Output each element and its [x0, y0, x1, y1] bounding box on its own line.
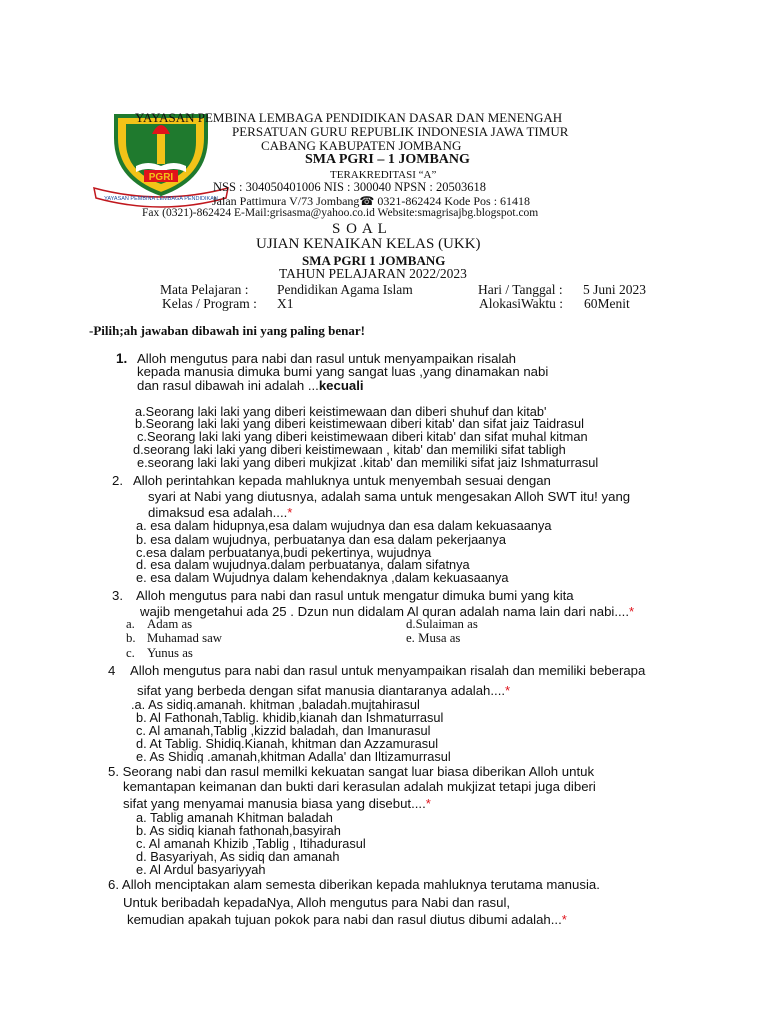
- q2-option-e[interactable]: e. esa dalam Wujudnya dalam kehendaknya ,dalam kekuasaanya: [136, 570, 509, 585]
- q3-option-d[interactable]: d.Sulaiman as: [406, 617, 478, 631]
- q1-line3: dan rasul dibawah ini adalah ...kecuali: [137, 378, 364, 393]
- header-ids: NSS : 304050401006 NIS : 300040 NPSN : 20503618: [213, 180, 486, 194]
- class-value: X1: [277, 296, 294, 311]
- instruction: -Pilih;ah jawaban dibawah ini yang paling benar!: [89, 323, 365, 338]
- q2-option-a[interactable]: a. esa dalam hidupnya,esa dalam wujudnya dan esa dalam kekuasaanya: [136, 518, 552, 533]
- q2-line2: syari at Nabi yang diutusnya, adalah sama untuk mengesakan Alloh SWT itu! yang: [148, 489, 631, 504]
- header-contact: Fax (0321)-862424 E-Mail:grisasma@yahoo.co.id Website:smagrisajbg.blogspot.com: [142, 207, 539, 219]
- q5-option-c[interactable]: c. Al amanah Khizib ,Tablig , Itihadurasul: [136, 836, 366, 851]
- q3-option-c-key: c.: [126, 646, 135, 660]
- q2-option-d[interactable]: d. esa dalam wujudnya.dalam perbuatanya, dalam sifatnya: [136, 557, 470, 572]
- title-soal: S O A L: [332, 221, 388, 237]
- subject-value: Pendidikan Agama Islam: [277, 282, 413, 297]
- q1-option-a[interactable]: a.Seorang laki laki yang diberi keistimewaan dan diberi shuhuf dan kitab': [135, 404, 547, 419]
- q4-option-c[interactable]: c. Al amanah,Tablig ,kizzid baladah, dan Imanurasul: [136, 723, 431, 738]
- subject-label: Mata Pelajaran :: [160, 282, 249, 297]
- q4-line2: sifat yang berbeda dengan sifat manusia diantaranya adalah....*: [137, 683, 511, 698]
- q2-line1: Alloh perintahkan kepada mahluknya untuk menyembah sesuai dengan: [133, 473, 551, 488]
- q5-option-b[interactable]: b. As sidiq kianah fathonah,basyirah: [136, 823, 341, 838]
- q6-line1: 6. Alloh menciptakan alam semesta diberikan kepada mahluknya terutama manusia.: [108, 877, 600, 892]
- time-label: AlokasiWaktu :: [479, 296, 564, 311]
- q3-option-b[interactable]: Muhamad saw: [147, 631, 222, 645]
- q3-option-a-key: a.: [126, 617, 135, 631]
- q5-line2: kemantapan keimanan dan bukti dari kerasulan adalah mukjizat tetapi juga diberi: [123, 779, 596, 794]
- q3-option-b-key: b.: [126, 631, 136, 645]
- q1-option-e[interactable]: e.seorang laki laki yang diberi mukjizat .kitab' dan memiliki sifat jaiz Ishmaturrasul: [137, 455, 599, 470]
- q2-line3: dimaksud esa adalah....*: [148, 505, 293, 520]
- q3-line1: Alloh mengutus para nabi dan rasul untuk mengatur dimuka bumi yang kita: [136, 588, 574, 603]
- title-school: SMA PGRI 1 JOMBANG: [302, 253, 446, 268]
- header-union: PERSATUAN GURU REPUBLIK INDONESIA JAWA TIMUR: [232, 124, 569, 139]
- time-value: 60Menit: [584, 296, 630, 311]
- q1-option-d[interactable]: d.seorang laki laki yang diberi keistimewaan , kitab' dan memiliki sifat tabligh: [133, 442, 566, 457]
- title-year: TAHUN PELAJARAN 2022/2023: [279, 266, 467, 281]
- q1-kecuali: kecuali: [318, 378, 364, 393]
- q2-star: *: [287, 505, 293, 520]
- q4-option-a[interactable]: .a. As sidiq.amanah. khitman ,baladah.mujtahirasul: [131, 697, 420, 712]
- date-value: 5 Juni 2023: [583, 282, 647, 297]
- q3-option-a[interactable]: Adam as: [147, 617, 193, 631]
- header-foundation: YAYASAN PEMBINA LEMBAGA PENDIDIKAN DASAR DAN MENENGAH: [135, 110, 563, 125]
- q5-option-e[interactable]: e. Al Ardul basyariyyah: [136, 862, 266, 877]
- q1-option-c[interactable]: c.Seorang laki laki yang diberi keistimewaan diberi kitab' dan sifat muhal kitman: [137, 429, 588, 444]
- date-label: Hari / Tanggal :: [478, 282, 563, 297]
- q5-line1: 5. Seorang nabi dan rasul memilki kekuatan sangat luar biasa diberikan Alloh untuk: [108, 764, 595, 779]
- q1-line1: Alloh mengutus para nabi dan rasul untuk menyampaikan risalah: [137, 351, 516, 366]
- q4-line1: Alloh mengutus para nabi dan rasul untuk menyampaikan risalah dan memiliki beberapa: [130, 663, 646, 678]
- q2-option-c[interactable]: c.esa dalam perbuatanya,budi pekertinya, wujudnya: [136, 545, 432, 560]
- logo-pgri-text: PGRI: [148, 172, 174, 183]
- q1-number: 1.: [116, 351, 128, 366]
- header-branch: CABANG KABUPATEN JOMBANG: [261, 138, 462, 153]
- q6-line3: kemudian apakah tujuan pokok para nabi dan rasul diutus dibumi adalah...*: [127, 912, 567, 927]
- q4-number: 4: [108, 663, 116, 678]
- q2-option-b[interactable]: b. esa dalam wujudnya, perbuatanya dan esa dalam pekerjaanya: [136, 532, 506, 547]
- q1-line2: kepada manusia dimuka bumi yang sangat luas ,yang dinamakan nabi: [137, 364, 549, 379]
- q5-line3: sifat yang menyamai manusia biasa yang disebut....*: [123, 796, 431, 811]
- q6-line2: Untuk beribadah kepadaNya, Alloh mengutus para Nabi dan rasul,: [123, 895, 511, 910]
- q3-option-c[interactable]: Yunus as: [147, 646, 193, 660]
- q3-number: 3.: [112, 588, 123, 603]
- header-school-name: SMA PGRI – 1 JOMBANG: [305, 152, 470, 167]
- q5-star: *: [425, 796, 431, 811]
- q5-option-a[interactable]: a. Tablig amanah Khitman baladah: [136, 810, 333, 825]
- q3-star: *: [629, 604, 635, 619]
- q2-number: 2.: [112, 473, 123, 488]
- q4-option-e[interactable]: e. As Shidiq .amanah,khitman Adalla' dan Iltizamurrasul: [136, 749, 451, 764]
- q4-star: *: [505, 683, 511, 698]
- q5-option-d[interactable]: d. Basyariyah, As sidiq dan amanah: [136, 849, 340, 864]
- q4-option-b[interactable]: b. Al Fathonah,Tablig. khidib,kianah dan Ishmaturrasul: [136, 710, 444, 725]
- title-exam: UJIAN KENAIKAN KELAS (UKK): [256, 236, 481, 252]
- q3-line2: wajib mengetahui ada 25 . Dzun nun didalam Al quran adalah nama lain dari nabi....*: [140, 604, 635, 619]
- class-label: Kelas / Program :: [162, 296, 257, 311]
- q6-star: *: [561, 912, 567, 927]
- logo-ribbon-text: YAYASAN PEMBINA LEMBAGA PENDIDIKAN: [104, 196, 218, 202]
- header-address: Jalan Pattimura V/73 Jombang☎ 0321-862424 Kode Pos : 61418: [212, 194, 531, 208]
- q3-option-e[interactable]: e. Musa as: [406, 631, 461, 645]
- header-accreditation: TERAKREDITASI “A”: [330, 169, 437, 181]
- q1-option-b[interactable]: b.Seorang laki laki yang diberi keistimewaan diberi kitab' dan sifat jaiz Taidrasul: [135, 416, 584, 431]
- q4-option-d[interactable]: d. At Tablig. Shidiq.Kianah, khitman dan Azzamurasul: [136, 736, 439, 751]
